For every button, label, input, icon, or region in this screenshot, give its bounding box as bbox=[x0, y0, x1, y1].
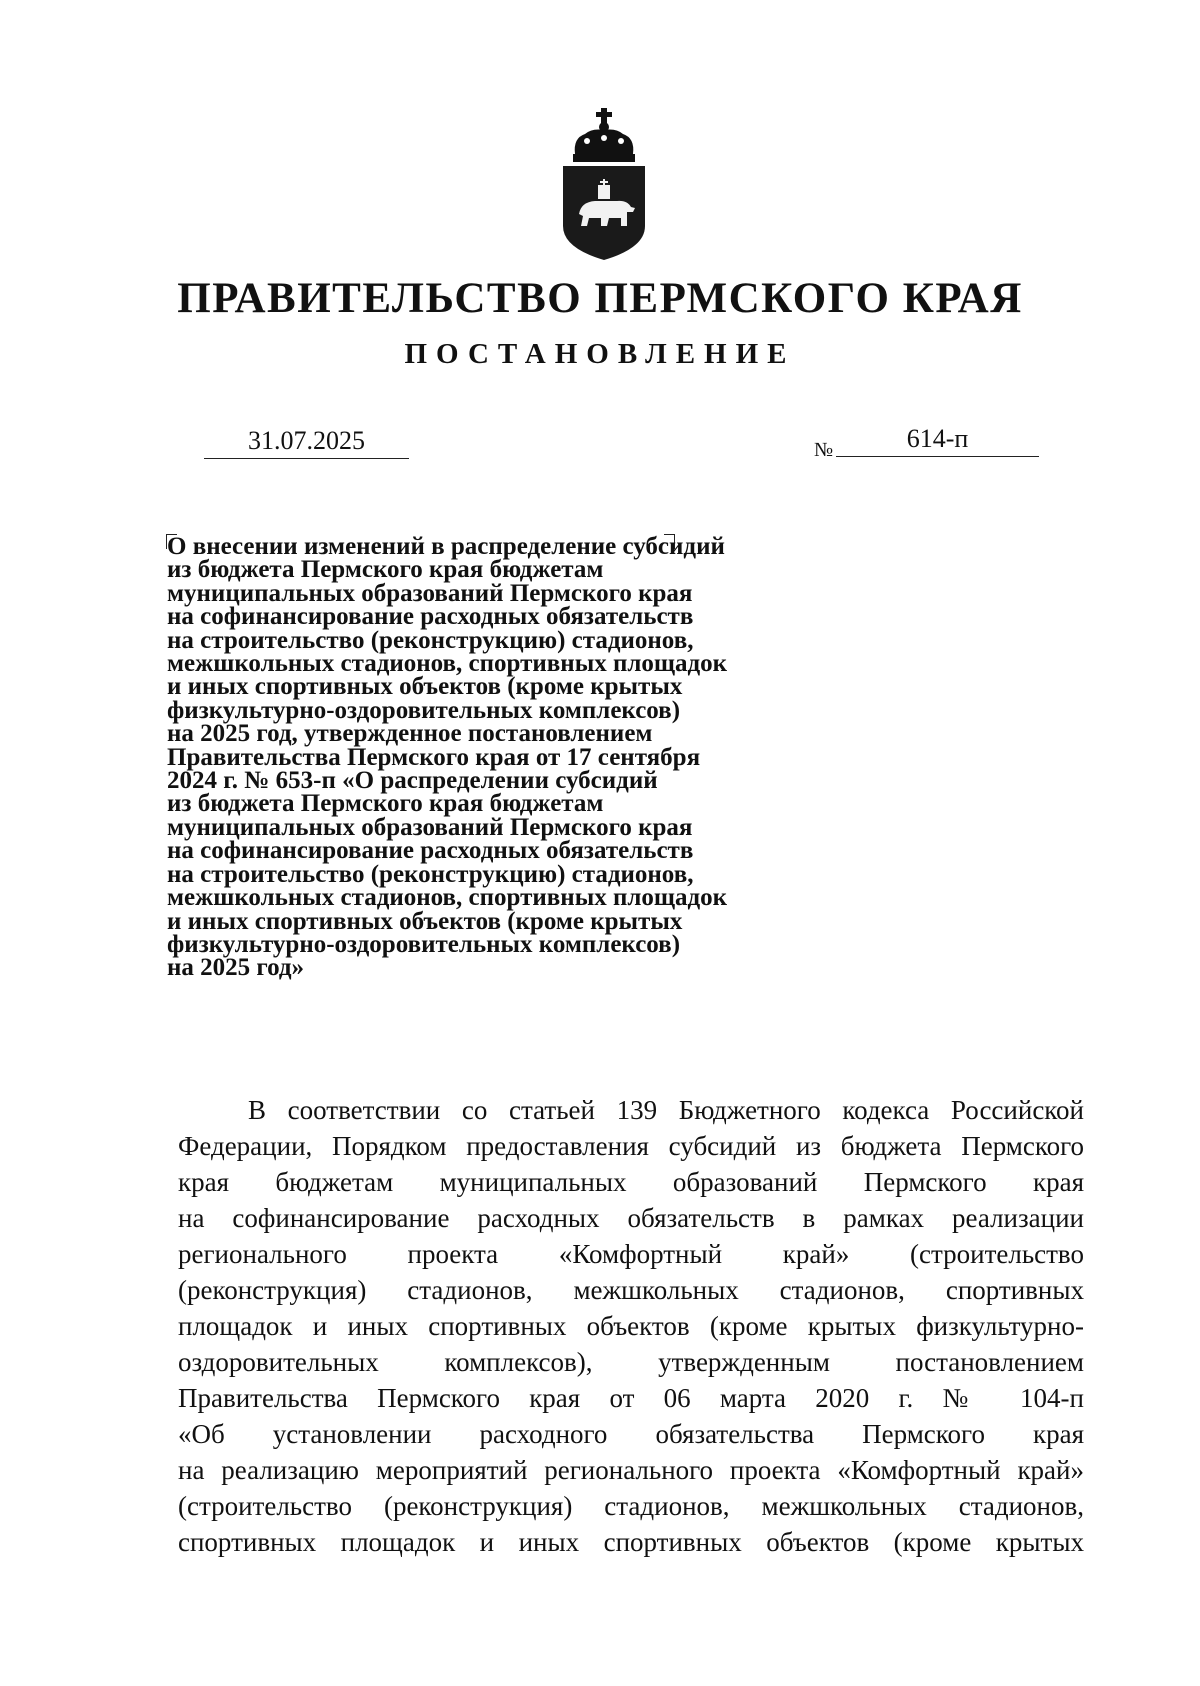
perm-krai-coat-of-arms-icon bbox=[559, 108, 649, 260]
subject-line: на софинансирование расходных обязательств bbox=[167, 603, 694, 631]
body-line: «Об установлении расходного обязательства Пермского края bbox=[178, 1419, 1084, 1449]
subject-line: из бюджета Пермского края бюджетам bbox=[167, 790, 604, 818]
body-line: спортивных площадок и иных спортивных объектов (кроме крытых bbox=[178, 1527, 1084, 1557]
subject-line: из бюджета Пермского края бюджетам bbox=[167, 556, 604, 584]
subject-line: муниципальных образований Пермского края bbox=[167, 579, 693, 607]
subject-line: муниципальных образований Пермского края bbox=[167, 813, 693, 841]
body-line: Федерации, Порядком предоставления субсидий из бюджета Пермского bbox=[178, 1131, 1084, 1161]
subject-line: на софинансирование расходных обязательств bbox=[167, 837, 694, 865]
body-line: Правительства Пермского края от 06 марта 2020 г. № 104-п bbox=[178, 1383, 1084, 1413]
subject-line: физкультурно-оздоровительных комплексов) bbox=[167, 930, 681, 958]
subject-line: Правительства Пермского края от 17 сентября bbox=[167, 743, 701, 771]
number-sign: № bbox=[814, 439, 834, 461]
document-date: 31.07.2025 bbox=[204, 424, 409, 459]
body-paragraph bbox=[178, 1092, 1084, 1560]
body-line: оздоровительных комплексов), утвержденным постановлением bbox=[178, 1347, 1084, 1377]
subject-line: на 2025 год, утвержденное постановлением bbox=[167, 720, 653, 748]
body-line: на реализацию мероприятий регионального проекта «Комфортный край» bbox=[178, 1455, 1084, 1485]
body-line: регионального проекта «Комфортный край» (строительство bbox=[178, 1239, 1084, 1269]
subject-line: физкультурно-оздоровительных комплексов) bbox=[167, 696, 681, 724]
body-line: площадок и иных спортивных объектов (кроме крытых физкультурно- bbox=[178, 1311, 1084, 1341]
subject-line: на строительство (реконструкцию) стадионов, bbox=[167, 860, 694, 888]
subject-line: на строительство (реконструкцию) стадионов, bbox=[167, 626, 694, 654]
document-type: ПОСТАНОВЛЕНИЕ bbox=[404, 338, 796, 370]
body-line: В соответствии со статьей 139 Бюджетного кодекса Российской bbox=[248, 1095, 1084, 1125]
subject-line: 2024 г. № 653-п «О распределении субсидий bbox=[167, 767, 658, 795]
subject-line: межшкольных стадионов, спортивных площадок bbox=[167, 884, 728, 912]
body-line: (реконструкция) стадионов, межшкольных стадионов, спортивных bbox=[178, 1275, 1084, 1305]
subject-line: межшкольных стадионов, спортивных площадок bbox=[167, 650, 728, 678]
document-subject bbox=[167, 535, 807, 980]
body-line: (строительство (реконструкция) стадионов, межшкольных стадионов, bbox=[178, 1491, 1084, 1521]
subject-line: О внесении изменений в распределение субсидий bbox=[167, 533, 725, 560]
body-line: на софинансирование расходных обязательств в рамках реализации bbox=[178, 1203, 1084, 1233]
subject-line: и иных спортивных объектов (кроме крытых bbox=[167, 907, 683, 935]
document-number: 614-п bbox=[836, 422, 1039, 457]
body-line: края бюджетам муниципальных образований Пермского края bbox=[178, 1167, 1084, 1197]
organization-title: ПРАВИТЕЛЬСТВО ПЕРМСКОГО КРАЯ bbox=[177, 275, 1023, 322]
subject-line: на 2025 год» bbox=[167, 954, 305, 982]
subject-line: и иных спортивных объектов (кроме крытых bbox=[167, 673, 683, 701]
